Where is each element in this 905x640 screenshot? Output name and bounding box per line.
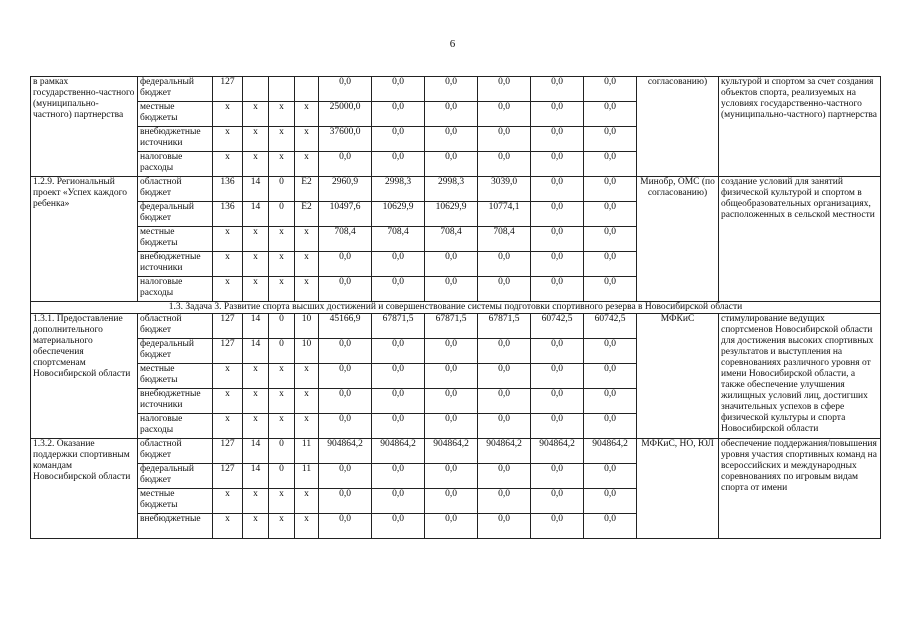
amount-cell: 0,0: [531, 127, 584, 152]
budget-code-cell: x: [213, 152, 243, 177]
amount-cell: 0,0: [478, 152, 531, 177]
amount-cell: 2998,3: [425, 177, 478, 202]
budget-code-cell: [243, 77, 269, 102]
budget-code-cell: x: [213, 514, 243, 539]
amount-cell: 37600,0: [319, 127, 372, 152]
amount-cell: 0,0: [319, 489, 372, 514]
amount-cell: 0,0: [584, 227, 637, 252]
budget-code-cell: 127: [213, 439, 243, 464]
amount-cell: 0,0: [584, 252, 637, 277]
table-row: [31, 177, 881, 202]
budget-code-cell: x: [213, 252, 243, 277]
amount-cell: 0,0: [425, 389, 478, 414]
amount-cell: 0,0: [319, 414, 372, 439]
funding-source-cell: местные бюджеты: [138, 227, 213, 252]
budget-code-cell: 0: [269, 177, 295, 202]
amount-cell: 0,0: [478, 364, 531, 389]
amount-cell: 0,0: [372, 364, 425, 389]
amount-cell: 0,0: [425, 77, 478, 102]
amount-cell: 0,0: [584, 464, 637, 489]
amount-cell: 0,0: [531, 364, 584, 389]
budget-code-cell: 127: [213, 464, 243, 489]
amount-cell: 0,0: [425, 364, 478, 389]
funding-source-cell: местные бюджеты: [138, 102, 213, 127]
budget-code-cell: x: [269, 277, 295, 302]
amount-cell: 0,0: [425, 339, 478, 364]
budget-code-cell: x: [213, 227, 243, 252]
budget-code-cell: 127: [213, 339, 243, 364]
funding-source-cell: внебюджетные источники: [138, 127, 213, 152]
amount-cell: 904864,2: [372, 439, 425, 464]
amount-cell: 0,0: [531, 277, 584, 302]
amount-cell: 0,0: [319, 464, 372, 489]
budget-code-cell: 10: [295, 339, 319, 364]
funding-source-cell: федеральный бюджет: [138, 339, 213, 364]
amount-cell: 0,0: [584, 277, 637, 302]
funding-source-cell: местные бюджеты: [138, 364, 213, 389]
amount-cell: 45166,9: [319, 314, 372, 339]
amount-cell: 0,0: [584, 489, 637, 514]
funding-source-cell: внебюджетные источники: [138, 389, 213, 414]
amount-cell: 10497,6: [319, 202, 372, 227]
budget-code-cell: x: [213, 414, 243, 439]
funding-source-cell: налоговые расходы: [138, 414, 213, 439]
funding-source-cell: внебюджетные источники: [138, 252, 213, 277]
amount-cell: 0,0: [372, 277, 425, 302]
amount-cell: 0,0: [584, 202, 637, 227]
budget-code-cell: x: [295, 252, 319, 277]
measure-name-cell: 1.2.9. Региональный проект «Успех каждого ребенка»: [31, 177, 138, 302]
amount-cell: 0,0: [319, 514, 372, 539]
budget-code-cell: 0: [269, 202, 295, 227]
amount-cell: 0,0: [584, 102, 637, 127]
amount-cell: 0,0: [531, 152, 584, 177]
amount-cell: 0,0: [531, 339, 584, 364]
amount-cell: 0,0: [319, 77, 372, 102]
amount-cell: 0,0: [372, 514, 425, 539]
amount-cell: 67871,5: [478, 314, 531, 339]
budget-code-cell: x: [243, 277, 269, 302]
amount-cell: 904864,2: [531, 439, 584, 464]
budget-code-cell: x: [295, 127, 319, 152]
executor-cell: МФКиС: [637, 314, 719, 439]
amount-cell: 0,0: [372, 489, 425, 514]
budget-code-cell: x: [243, 364, 269, 389]
budget-code-cell: x: [243, 102, 269, 127]
amount-cell: 0,0: [372, 252, 425, 277]
amount-cell: 904864,2: [584, 439, 637, 464]
table-row: [31, 314, 881, 339]
amount-cell: 0,0: [531, 102, 584, 127]
amount-cell: 60742,5: [531, 314, 584, 339]
amount-cell: 0,0: [425, 514, 478, 539]
amount-cell: 3039,0: [478, 177, 531, 202]
budget-code-cell: x: [243, 127, 269, 152]
amount-cell: 0,0: [584, 364, 637, 389]
funding-source-cell: внебюджетные: [138, 514, 213, 539]
amount-cell: 0,0: [478, 277, 531, 302]
executor-cell: МФКиС, НО, ЮЛ: [637, 439, 719, 539]
amount-cell: 0,0: [584, 152, 637, 177]
budget-code-cell: x: [269, 227, 295, 252]
budget-code-cell: x: [243, 514, 269, 539]
measure-name-cell: 1.3.2. Оказание поддержки спортивным командам Новосибирской области: [31, 439, 138, 539]
amount-cell: 60742,5: [584, 314, 637, 339]
funding-source-cell: областной бюджет: [138, 439, 213, 464]
funding-source-cell: областной бюджет: [138, 177, 213, 202]
budget-code-cell: x: [295, 277, 319, 302]
amount-cell: 0,0: [478, 102, 531, 127]
budget-code-cell: x: [269, 152, 295, 177]
amount-cell: 0,0: [531, 252, 584, 277]
budget-code-cell: 14: [243, 339, 269, 364]
budget-code-cell: 14: [243, 439, 269, 464]
expected-result-cell: создание условий для занятий физической культурой и спортом в общеобразовательных организациях, расположенных в сельской местности: [719, 177, 881, 302]
budget-code-cell: 10: [295, 314, 319, 339]
amount-cell: 904864,2: [425, 439, 478, 464]
amount-cell: 0,0: [319, 277, 372, 302]
budget-code-cell: x: [213, 127, 243, 152]
amount-cell: 0,0: [584, 77, 637, 102]
section-row: [31, 302, 881, 314]
budget-code-cell: 136: [213, 202, 243, 227]
funding-source-cell: федеральный бюджет: [138, 202, 213, 227]
amount-cell: 0,0: [584, 177, 637, 202]
funding-source-cell: федеральный бюджет: [138, 464, 213, 489]
amount-cell: 0,0: [531, 489, 584, 514]
amount-cell: 0,0: [478, 464, 531, 489]
budget-code-cell: 127: [213, 314, 243, 339]
executor-cell: согласованию): [637, 77, 719, 177]
budget-code-cell: x: [269, 389, 295, 414]
amount-cell: 0,0: [531, 464, 584, 489]
amount-cell: 10629,9: [425, 202, 478, 227]
budget-code-cell: x: [269, 127, 295, 152]
budget-code-cell: x: [213, 277, 243, 302]
budget-code-cell: x: [295, 489, 319, 514]
budget-code-cell: E2: [295, 202, 319, 227]
amount-cell: 0,0: [425, 127, 478, 152]
amount-cell: 904864,2: [319, 439, 372, 464]
budget-code-cell: x: [269, 514, 295, 539]
budget-code-cell: x: [213, 489, 243, 514]
budget-code-cell: x: [243, 414, 269, 439]
budget-code-cell: 11: [295, 439, 319, 464]
amount-cell: 0,0: [372, 152, 425, 177]
budget-code-cell: [269, 77, 295, 102]
budget-code-cell: 127: [213, 77, 243, 102]
budget-code-cell: x: [295, 514, 319, 539]
amount-cell: 0,0: [425, 414, 478, 439]
budget-code-cell: x: [243, 389, 269, 414]
budget-code-cell: x: [243, 152, 269, 177]
amount-cell: 2998,3: [372, 177, 425, 202]
amount-cell: 0,0: [319, 252, 372, 277]
budget-code-cell: x: [243, 489, 269, 514]
amount-cell: 0,0: [531, 202, 584, 227]
budget-code-cell: 14: [243, 314, 269, 339]
amount-cell: 0,0: [531, 227, 584, 252]
budget-code-cell: x: [295, 364, 319, 389]
budget-code-cell: x: [295, 102, 319, 127]
amount-cell: 0,0: [372, 77, 425, 102]
amount-cell: 708,4: [319, 227, 372, 252]
budget-code-cell: 14: [243, 464, 269, 489]
budget-code-cell: x: [269, 252, 295, 277]
amount-cell: 0,0: [319, 339, 372, 364]
amount-cell: 10629,9: [372, 202, 425, 227]
amount-cell: 0,0: [584, 127, 637, 152]
budget-code-cell: 136: [213, 177, 243, 202]
executor-cell: Минобр, ОМС (по согласованию): [637, 177, 719, 302]
table-row: [31, 77, 881, 102]
funding-source-cell: областной бюджет: [138, 314, 213, 339]
budget-code-cell: x: [295, 414, 319, 439]
amount-cell: 67871,5: [425, 314, 478, 339]
funding-source-cell: налоговые расходы: [138, 152, 213, 177]
amount-cell: 904864,2: [478, 439, 531, 464]
amount-cell: 0,0: [531, 514, 584, 539]
budget-code-cell: x: [295, 227, 319, 252]
amount-cell: 0,0: [319, 389, 372, 414]
amount-cell: 0,0: [425, 464, 478, 489]
funding-source-cell: федеральный бюджет: [138, 77, 213, 102]
budget-code-cell: x: [213, 102, 243, 127]
amount-cell: 0,0: [584, 514, 637, 539]
amount-cell: 0,0: [319, 152, 372, 177]
amount-cell: 2960,9: [319, 177, 372, 202]
amount-cell: 0,0: [478, 77, 531, 102]
budget-code-cell: x: [269, 414, 295, 439]
budget-code-cell: x: [269, 364, 295, 389]
budget-code-cell: x: [243, 227, 269, 252]
budget-code-cell: 0: [269, 464, 295, 489]
budget-code-cell: 14: [243, 177, 269, 202]
amount-cell: 0,0: [425, 277, 478, 302]
budget-code-cell: x: [295, 152, 319, 177]
budget-code-cell: E2: [295, 177, 319, 202]
amount-cell: 708,4: [372, 227, 425, 252]
amount-cell: 0,0: [531, 77, 584, 102]
amount-cell: 0,0: [478, 339, 531, 364]
amount-cell: 0,0: [372, 102, 425, 127]
amount-cell: 0,0: [425, 152, 478, 177]
amount-cell: 0,0: [478, 252, 531, 277]
expected-result-cell: стимулирование ведущих спортсменов Новосибирской области для достижения высоких спортивных результатов и выступления на соревнованиях различного уровня от имени Новосибирской области, а также обеспечение улучшения жилищных условий лиц, достигших значительных успехов в сфере физической культуры и спорта Новосибирской области: [719, 314, 881, 439]
amount-cell: 0,0: [425, 102, 478, 127]
amount-cell: 708,4: [425, 227, 478, 252]
amount-cell: 0,0: [478, 127, 531, 152]
amount-cell: 708,4: [478, 227, 531, 252]
funding-source-cell: местные бюджеты: [138, 489, 213, 514]
budget-code-cell: x: [243, 252, 269, 277]
amount-cell: 0,0: [584, 389, 637, 414]
amount-cell: 0,0: [531, 414, 584, 439]
amount-cell: 25000,0: [319, 102, 372, 127]
amount-cell: 0,0: [319, 364, 372, 389]
amount-cell: 0,0: [531, 389, 584, 414]
budget-code-cell: x: [269, 489, 295, 514]
amount-cell: 0,0: [425, 252, 478, 277]
amount-cell: 0,0: [478, 389, 531, 414]
amount-cell: 0,0: [531, 177, 584, 202]
amount-cell: 67871,5: [372, 314, 425, 339]
amount-cell: 0,0: [372, 339, 425, 364]
section-title: 1.3. Задача 3. Развитие спорта высших достижений и совершенствование системы подготовки спортивного резерва в Новосибирской области: [31, 302, 881, 314]
budget-code-cell: 0: [269, 314, 295, 339]
amount-cell: 0,0: [584, 414, 637, 439]
budget-code-cell: x: [295, 389, 319, 414]
budget-code-cell: x: [269, 102, 295, 127]
budget-code-cell: 0: [269, 339, 295, 364]
amount-cell: 0,0: [584, 339, 637, 364]
budget-code-cell: 14: [243, 202, 269, 227]
table-row: [31, 439, 881, 464]
budget-code-cell: x: [213, 389, 243, 414]
funding-source-cell: налоговые расходы: [138, 277, 213, 302]
budget-table: [30, 76, 881, 539]
page-number: 6: [449, 38, 456, 50]
amount-cell: 0,0: [478, 414, 531, 439]
budget-code-cell: 0: [269, 439, 295, 464]
amount-cell: 0,0: [425, 489, 478, 514]
budget-code-cell: [295, 77, 319, 102]
measure-name-cell: в рамках государственно-частного (муниципально-частного) партнерства: [31, 77, 138, 177]
amount-cell: 0,0: [372, 464, 425, 489]
amount-cell: 10774,1: [478, 202, 531, 227]
expected-result-cell: культурой и спортом за счет создания объектов спорта, реализуемых на условиях государственно-частного (муниципально-частного) партнерства: [719, 77, 881, 177]
amount-cell: 0,0: [372, 389, 425, 414]
amount-cell: 0,0: [478, 514, 531, 539]
amount-cell: 0,0: [372, 414, 425, 439]
budget-code-cell: 11: [295, 464, 319, 489]
measure-name-cell: 1.3.1. Предоставление дополнительного материального обеспечения спортсменам Новосибирской области: [31, 314, 138, 439]
amount-cell: 0,0: [478, 489, 531, 514]
budget-code-cell: x: [213, 364, 243, 389]
expected-result-cell: обеспечение поддержания/повышения уровня участия спортивных команд на всероссийских и международных соревнованиях по игровым видам спорта от имени: [719, 439, 881, 539]
amount-cell: 0,0: [372, 127, 425, 152]
